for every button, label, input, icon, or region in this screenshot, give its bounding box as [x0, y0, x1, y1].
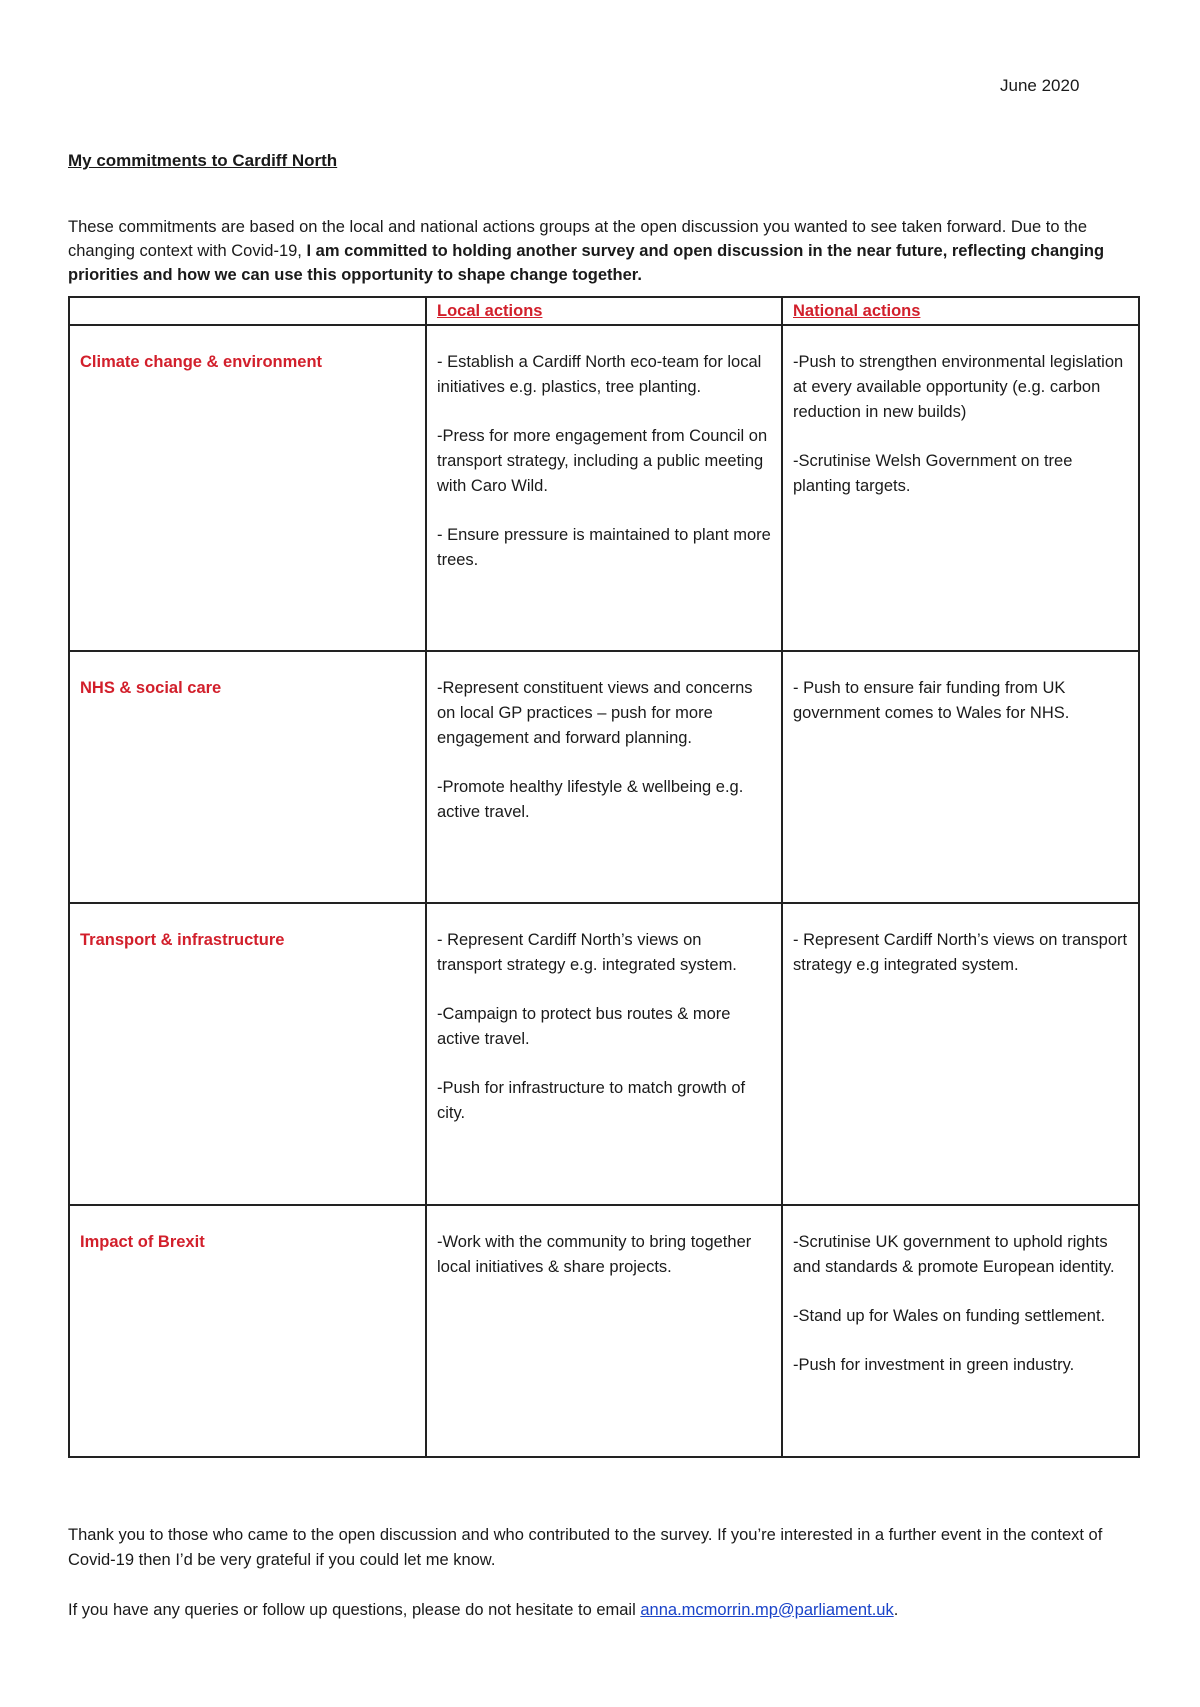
- topic-label: NHS & social care: [80, 679, 222, 697]
- national-action: -Scrutinise UK government to uphold rights and standards & promote European identity.: [793, 1233, 1115, 1276]
- document-title: My commitments to Cardiff North: [68, 151, 338, 170]
- table-row-climate: [69, 325, 1139, 651]
- topic-cell: [69, 903, 426, 1205]
- table-header-row: [69, 297, 1139, 325]
- national-actions-cell: [782, 325, 1139, 651]
- local-action: -Work with the community to bring together local initiatives & share projects.: [437, 1233, 752, 1276]
- header-local-actions: Local actions: [426, 297, 782, 325]
- document-date: June 2020: [1000, 76, 1080, 95]
- queries-end: .: [893, 1600, 899, 1619]
- local-actions-cell: [426, 903, 782, 1205]
- topic-cell: [69, 1205, 426, 1457]
- queries-paragraph: [68, 1598, 1138, 1623]
- header-national-actions: National actions: [782, 297, 1139, 325]
- header-topic: [69, 297, 426, 325]
- national-action: -Push for investment in green industry.: [793, 1356, 1075, 1374]
- local-action: - Establish a Cardiff North eco-team for local initiatives e.g. plastics, tree planting.: [437, 353, 762, 396]
- local-actions-cell: [426, 651, 782, 903]
- local-action: -Push for infrastructure to match growth of city.: [437, 1079, 746, 1122]
- national-actions-cell: [782, 1205, 1139, 1457]
- national-actions-cell: [782, 903, 1139, 1205]
- local-action: -Press for more engagement from Council on transport strategy, including a public meeting with Caro Wild.: [437, 427, 768, 495]
- local-action: -Campaign to protect bus routes & more active travel.: [437, 1005, 731, 1048]
- national-actions-cell: [782, 651, 1139, 903]
- local-actions-cell: [426, 1205, 782, 1457]
- thanks-paragraph: Thank you to those who came to the open discussion and who contributed to the survey. If you’re interested in a further event in the context of Covid-19 then I’d be very grateful if you could let me know.: [68, 1525, 1103, 1569]
- local-action: -Promote healthy lifestyle & wellbeing e.g. active travel.: [437, 778, 744, 821]
- national-action: - Represent Cardiff North’s views on transport strategy e.g integrated system.: [793, 931, 1128, 974]
- topic-cell: [69, 651, 426, 903]
- email-link[interactable]: anna.mcmorrin.mp@parliament.uk: [640, 1600, 894, 1619]
- intro-commitment-text: I am committed to holding another survey and open discussion in the near future, reflecting changing priorities and how we can use this opportunity to shape change together.: [68, 241, 1105, 284]
- table-row-transport: [69, 903, 1139, 1205]
- local-action: - Ensure pressure is maintained to plant more trees.: [437, 526, 771, 569]
- table-row-nhs: [69, 651, 1139, 903]
- local-action: -Represent constituent views and concerns on local GP practices – push for more engagement and forward planning.: [437, 679, 753, 747]
- topic-label: Transport & infrastructure: [80, 931, 285, 949]
- intro-paragraph: [68, 215, 1148, 287]
- queries-text: If you have any queries or follow up questions, please do not hesitate to email: [68, 1600, 641, 1619]
- national-action: -Scrutinise Welsh Government on tree planting targets.: [793, 452, 1073, 495]
- table-row-brexit: [69, 1205, 1139, 1457]
- national-action: - Push to ensure fair funding from UK government comes to Wales for NHS.: [793, 679, 1070, 722]
- topic-label: Impact of Brexit: [80, 1233, 205, 1251]
- topic-cell: [69, 325, 426, 651]
- intro-text: These commitments are based on the local and national actions groups at the open discussion you wanted to see taken forward. Due to the changing context with Covid-19,: [68, 217, 1088, 260]
- national-action: -Stand up for Wales on funding settlement.: [793, 1307, 1106, 1325]
- local-actions-cell: [426, 325, 782, 651]
- commitments-table: [68, 296, 1140, 1458]
- national-action: -Push to strengthen environmental legislation at every available opportunity (e.g. carbon reduction in new builds): [793, 353, 1124, 421]
- topic-label: Climate change & environment: [80, 353, 323, 371]
- local-action: - Represent Cardiff North’s views on transport strategy e.g. integrated system.: [437, 931, 737, 974]
